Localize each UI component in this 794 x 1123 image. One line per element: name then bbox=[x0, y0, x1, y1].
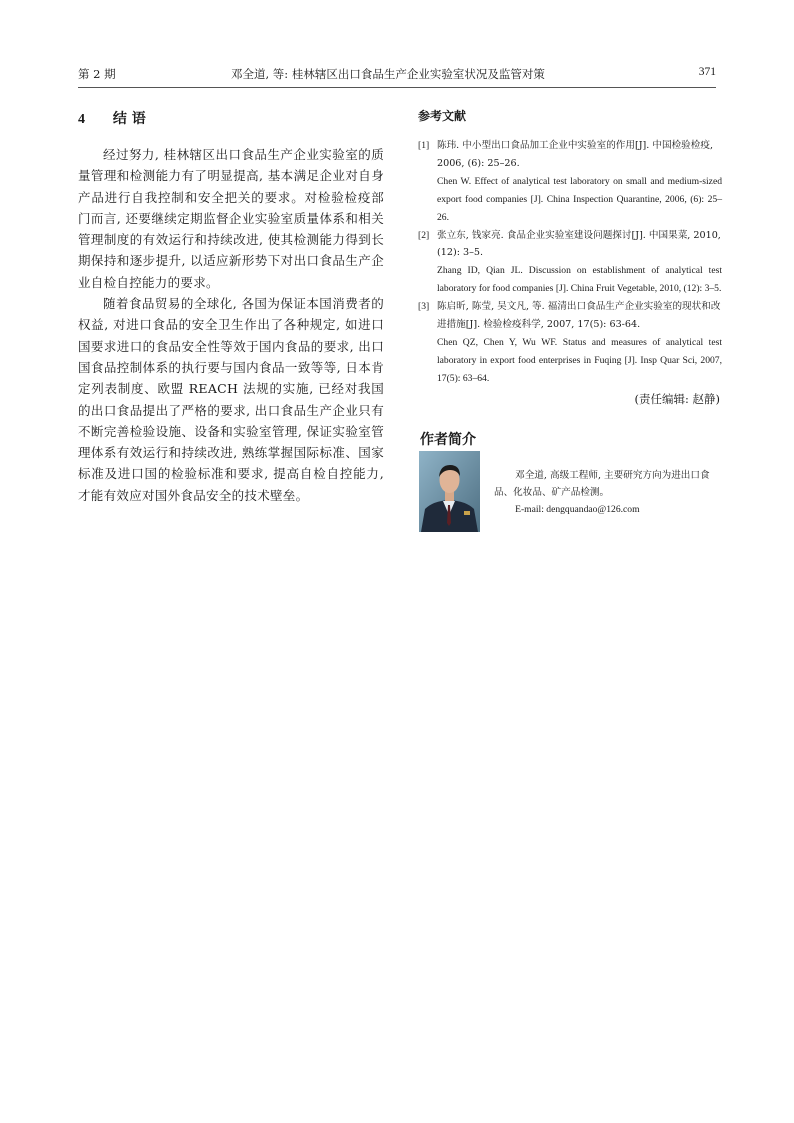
author-bio bbox=[494, 467, 716, 518]
references-title: 参考文献 bbox=[418, 109, 467, 123]
author-photo bbox=[419, 451, 480, 532]
reference-chinese: 陈玮. 中小型出口食品加工企业中实验室的作用[J]. 中国检验检疫, 2006, (6): 25–26. bbox=[437, 140, 714, 169]
author-portrait-image bbox=[419, 451, 480, 532]
reference-chinese: 张立东, 钱家亮. 食品企业实验室建设问题探讨[J]. 中国果菜, 2010, (12): 3–5. bbox=[437, 229, 721, 259]
running-title: 邓全道, 等: 桂林辖区出口食品生产企业实验室状况及监管对策 bbox=[231, 67, 545, 81]
reference-number: [1] bbox=[418, 140, 430, 151]
author-bio-text: 邓全道, 高级工程师, 主要研究方向为进出口食品、化妆品、矿产品检测。 bbox=[494, 470, 710, 498]
reference-item bbox=[418, 227, 722, 299]
author-email: E-mail: dengquandao@126.com bbox=[515, 504, 640, 515]
paragraph-2: 随着食品贸易的全球化, 各国为保证本国消费者的权益, 对进口食品的安全卫生作出了各种规定, 如进口国要求进口的食品安全性等效于国内食品的要求, 出口国食品控制体系的执行要与国内食品一致等等, 日本肯定列表制度、欧盟 REACH 法规的实施, 已经对我国的出口食品提出了严格的要求, 出口食品生产企业只有不断完善检验设施、设备和实验室管理, 保证实验室管理体系有效运行和持续改进, 熟练掌握国际标准、国家标准及进口国的检验标准和要求, 提高自检自控能力, 才能有效应对国外食品安全的技术壁垒。 bbox=[78, 296, 384, 503]
reference-item bbox=[418, 137, 722, 227]
conclusion-section bbox=[78, 108, 384, 506]
section-number: 4 bbox=[78, 112, 85, 127]
reference-english: Zhang ID, Qian JL. Discussion on establishment of analytical test laboratory for food companies [J]. China Fruit Vegetable, 2010, (12): 3–5. bbox=[437, 265, 722, 295]
reference-item bbox=[418, 298, 722, 388]
page-number: 371 bbox=[698, 66, 716, 78]
responsible-editor: (责任编辑: 赵静) bbox=[634, 391, 720, 406]
section-title: 结 语 bbox=[112, 111, 146, 127]
reference-english: Chen W. Effect of analytical test laboratory on small and medium-sized export food companies [J]. China Inspection Quarantine, 2006, (6): 25–26. bbox=[437, 175, 722, 223]
header-rule bbox=[78, 87, 716, 88]
reference-number: [2] bbox=[418, 229, 430, 241]
running-header bbox=[78, 66, 716, 86]
reference-english: Chen QZ, Chen Y, Wu WF. Status and measures of analytical test laboratory in export food enterprises in Fuqing [J]. Insp Quar Sci, 2007, 17(5): 63–64. bbox=[437, 336, 722, 384]
paragraph-1: 经过努力, 桂林辖区出口食品生产企业实验室的质量管理和检测能力有了明显提高, 基本满足企业对自身产品进行自我控制和安全把关的要求。对检验检疫部门而言, 还要继续定期监督企业实验室质量体系和相关管理制度的有效运行和持续改进, 使其检测能力得到长期保持和逐步提升, 以适应新形势下对出口食品生产企业自检自控能力的要求。 bbox=[78, 147, 384, 290]
author-intro-title: 作者简介 bbox=[420, 432, 476, 448]
reference-number: [3] bbox=[418, 301, 430, 313]
issue-number: 第 2 期 bbox=[78, 67, 116, 81]
reference-chinese: 陈启昕, 陈莹, 吴文凡, 等. 福清出口食品生产企业实验室的现状和改进措施[J]. 检验检疫科学, 2007, 17(5): 63-64. bbox=[437, 301, 721, 331]
references-section bbox=[418, 107, 722, 411]
section-heading bbox=[78, 108, 384, 130]
